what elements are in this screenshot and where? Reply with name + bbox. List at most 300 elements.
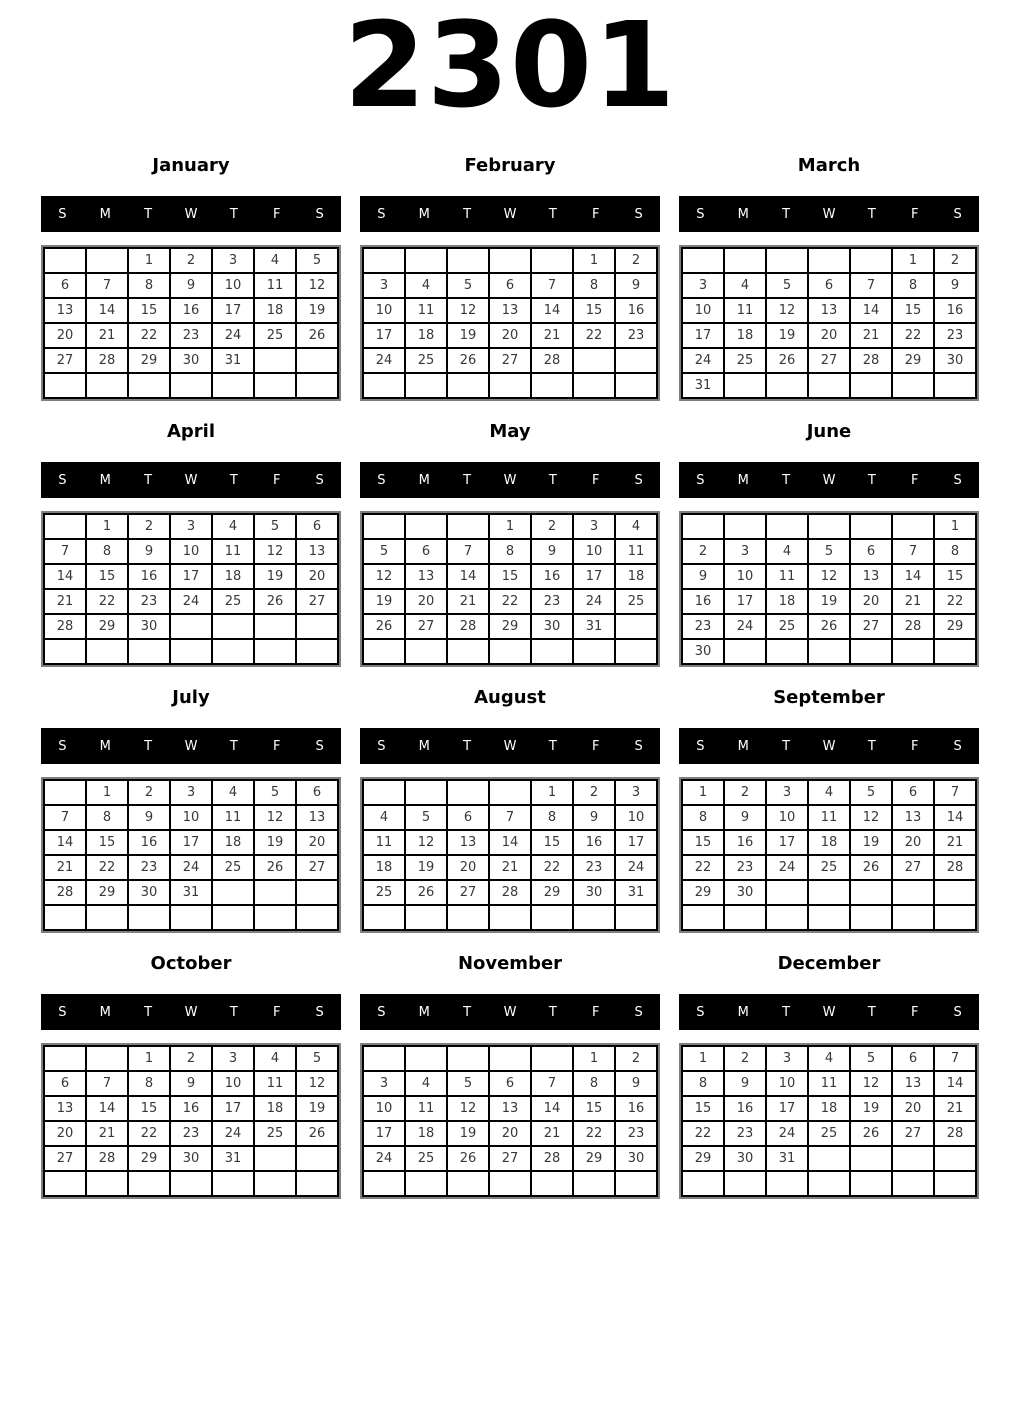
date-cell: 14 [86,298,128,323]
date-cell [934,1171,976,1196]
date-cell: 17 [170,564,212,589]
date-cell: 26 [808,614,850,639]
date-cell: 19 [296,298,338,323]
week-row [682,1046,976,1071]
year-title: 2301 [343,0,677,134]
date-cell [170,639,212,664]
date-cell: 24 [766,855,808,880]
date-cell: 17 [363,323,405,348]
date-cell: 14 [531,298,573,323]
weekday-label: M [99,1004,111,1020]
date-cell [615,639,657,664]
date-cell: 23 [170,323,212,348]
date-cell: 5 [254,780,296,805]
date-cell: 6 [892,1046,934,1071]
date-cell: 11 [615,539,657,564]
date-cell [254,905,296,930]
date-cell: 4 [724,273,766,298]
weekday-label: F [910,738,919,754]
date-cell: 26 [254,855,296,880]
date-cell: 4 [405,273,447,298]
weekday-label: S [696,472,705,488]
weekday-label: F [272,1004,281,1020]
date-cell [363,780,405,805]
date-cell: 13 [296,805,338,830]
week-row [44,780,338,805]
date-cell: 9 [128,539,170,564]
date-cell: 27 [296,855,338,880]
date-cell: 29 [892,348,934,373]
date-cell: 24 [766,1121,808,1146]
date-cell: 28 [44,614,86,639]
date-cell: 26 [296,323,338,348]
date-cell: 21 [531,1121,573,1146]
date-cell: 16 [170,1096,212,1121]
date-cell: 20 [489,323,531,348]
date-cell: 2 [615,248,657,273]
date-cell [573,905,615,930]
weekday-label: M [737,472,749,488]
date-cell [254,880,296,905]
date-cell [86,1171,128,1196]
date-cell: 5 [850,780,892,805]
weekday-header-row [679,462,979,498]
date-cell: 19 [850,830,892,855]
date-cell: 6 [44,1071,86,1096]
date-cell: 19 [405,855,447,880]
weekday-label: F [591,206,600,222]
date-cell: 23 [128,589,170,614]
date-cell: 4 [212,514,254,539]
date-cell: 11 [808,805,850,830]
date-cell: 16 [724,1096,766,1121]
month-block [679,953,979,1199]
week-row [44,614,338,639]
weekday-label: F [910,206,919,222]
date-cell [850,905,892,930]
week-row [44,514,338,539]
weekday-label: W [503,1004,517,1020]
date-cell: 18 [212,830,254,855]
date-cell: 29 [934,614,976,639]
date-cell [128,905,170,930]
date-cell: 28 [531,348,573,373]
date-cell: 8 [531,805,573,830]
date-cell: 2 [615,1046,657,1071]
date-cell: 3 [766,1046,808,1071]
date-cell: 17 [573,564,615,589]
week-row [363,1071,657,1096]
date-cell [363,639,405,664]
date-cell [128,639,170,664]
date-cell: 27 [850,614,892,639]
date-cell: 8 [934,539,976,564]
week-row [363,373,657,398]
date-cell: 30 [724,880,766,905]
date-cell: 28 [934,855,976,880]
weekday-label: T [229,1004,238,1020]
date-cell: 21 [489,855,531,880]
date-cell [296,1146,338,1171]
date-cell: 3 [170,780,212,805]
date-cell: 22 [86,855,128,880]
date-cell: 11 [254,273,296,298]
date-cell: 30 [170,1146,212,1171]
date-cell: 23 [934,323,976,348]
date-cell: 18 [615,564,657,589]
weekday-label: W [822,738,836,754]
date-cell [531,1171,573,1196]
date-cell [254,639,296,664]
weekday-label: F [591,1004,600,1020]
date-cell: 15 [86,830,128,855]
date-cell: 19 [808,589,850,614]
date-cell: 20 [296,564,338,589]
week-row [44,855,338,880]
date-cell: 29 [489,614,531,639]
week-row [44,539,338,564]
week-row [44,639,338,664]
date-cell [44,1171,86,1196]
weekday-label: T [782,1004,791,1020]
date-cell: 8 [128,273,170,298]
date-cell: 22 [573,1121,615,1146]
date-cell: 26 [363,614,405,639]
date-cell: 2 [531,514,573,539]
date-cell: 11 [766,564,808,589]
week-row [44,905,338,930]
week-row [44,1071,338,1096]
date-cell [405,1171,447,1196]
weekday-label: T [867,1004,876,1020]
weekday-label: T [144,1004,153,1020]
date-cell: 28 [892,614,934,639]
weekday-label: T [463,472,472,488]
date-cell [296,348,338,373]
month-block [679,155,979,401]
date-cell [44,905,86,930]
date-cell: 22 [934,589,976,614]
date-cell: 10 [724,564,766,589]
date-cell: 16 [682,589,724,614]
date-cell: 31 [766,1146,808,1171]
date-cell: 9 [615,1071,657,1096]
date-cell: 10 [766,805,808,830]
date-cell: 24 [212,1121,254,1146]
date-cell: 22 [892,323,934,348]
weekday-header-row [679,994,979,1030]
date-cell: 12 [405,830,447,855]
date-cell: 31 [615,880,657,905]
date-cell [86,639,128,664]
week-row [363,539,657,564]
date-cell: 7 [86,273,128,298]
date-cell: 28 [86,1146,128,1171]
date-table [681,1045,977,1197]
date-cell: 22 [489,589,531,614]
date-cell: 21 [44,855,86,880]
week-row [682,373,976,398]
week-row [363,1046,657,1071]
date-cell [724,905,766,930]
weekday-label: S [953,472,962,488]
date-cell: 23 [724,1121,766,1146]
week-row [44,373,338,398]
date-cell [447,780,489,805]
date-cell: 30 [724,1146,766,1171]
month-title: June [806,421,852,443]
date-cell: 26 [254,589,296,614]
month-block [41,953,341,1199]
date-cell [892,514,934,539]
weekday-label: S [58,738,67,754]
date-cell [682,905,724,930]
date-cell: 2 [724,1046,766,1071]
date-cell: 15 [892,298,934,323]
date-cell: 9 [934,273,976,298]
date-cell: 3 [170,514,212,539]
date-cell [44,639,86,664]
date-cell: 31 [573,614,615,639]
date-cell [892,905,934,930]
date-cell: 10 [615,805,657,830]
date-cell: 7 [44,539,86,564]
month-block [41,155,341,401]
week-row [44,323,338,348]
date-cell: 29 [682,1146,724,1171]
week-row [682,880,976,905]
weekday-label: M [418,472,430,488]
date-cell: 17 [212,1096,254,1121]
date-cell [447,373,489,398]
date-cell: 28 [44,880,86,905]
weekday-label: M [99,738,111,754]
date-cell [170,614,212,639]
date-cell: 18 [212,564,254,589]
date-cell [405,905,447,930]
date-cell: 10 [363,298,405,323]
date-cell: 15 [86,564,128,589]
weekday-header-row [41,462,341,498]
date-cell: 29 [531,880,573,905]
weekday-label: T [548,472,557,488]
date-cell: 7 [447,539,489,564]
date-cell: 12 [808,564,850,589]
date-cell [766,514,808,539]
calendar-grid [41,1043,341,1199]
date-cell [44,1046,86,1071]
date-cell: 25 [808,855,850,880]
weekday-label: M [99,206,111,222]
date-cell: 25 [405,348,447,373]
week-row [682,589,976,614]
date-cell [405,514,447,539]
date-cell: 15 [489,564,531,589]
date-cell: 16 [573,830,615,855]
weekday-header-row [41,196,341,232]
date-cell [489,639,531,664]
date-cell: 19 [447,323,489,348]
date-cell [489,1046,531,1071]
weekday-label: T [782,738,791,754]
calendar-grid [679,777,979,933]
date-cell: 28 [86,348,128,373]
date-cell: 14 [934,805,976,830]
date-cell [808,639,850,664]
date-cell: 25 [212,855,254,880]
date-cell: 31 [682,373,724,398]
date-cell [296,880,338,905]
date-cell [892,880,934,905]
date-cell: 7 [934,780,976,805]
months-grid [0,155,1020,1199]
date-cell [296,639,338,664]
date-cell: 1 [934,514,976,539]
date-cell: 1 [531,780,573,805]
date-cell [363,373,405,398]
weekday-label: W [503,738,517,754]
date-cell [405,1046,447,1071]
month-block [360,155,660,401]
week-row [363,780,657,805]
date-cell: 27 [44,1146,86,1171]
date-cell: 23 [682,614,724,639]
date-cell: 5 [254,514,296,539]
date-cell: 14 [531,1096,573,1121]
date-cell: 14 [850,298,892,323]
weekday-label: F [591,472,600,488]
week-row [682,830,976,855]
date-cell [86,373,128,398]
date-cell [850,373,892,398]
week-row [363,805,657,830]
week-row [363,1146,657,1171]
date-cell [86,1046,128,1071]
weekday-header-row [41,994,341,1030]
date-cell: 6 [296,514,338,539]
date-cell: 8 [573,273,615,298]
date-cell: 2 [128,780,170,805]
date-cell: 23 [724,855,766,880]
date-cell: 30 [170,348,212,373]
week-row [682,855,976,880]
date-cell [447,248,489,273]
month-block [360,687,660,933]
week-row [44,805,338,830]
week-row [682,1071,976,1096]
weekday-label: M [418,738,430,754]
date-cell: 4 [405,1071,447,1096]
date-cell: 12 [850,1071,892,1096]
date-cell: 12 [447,298,489,323]
date-table [362,513,658,665]
date-cell: 15 [934,564,976,589]
calendar-grid [679,245,979,401]
date-cell: 11 [724,298,766,323]
month-block [41,421,341,667]
weekday-label: F [910,472,919,488]
date-cell: 4 [615,514,657,539]
date-cell: 3 [212,1046,254,1071]
month-title: March [797,155,861,177]
date-cell: 17 [682,323,724,348]
date-cell: 1 [128,248,170,273]
calendar-grid [41,511,341,667]
date-cell: 19 [766,323,808,348]
date-cell: 16 [531,564,573,589]
date-cell: 6 [850,539,892,564]
week-row [682,1121,976,1146]
date-cell: 26 [447,1146,489,1171]
calendar-page [0,2,1020,1414]
weekday-label: F [591,738,600,754]
date-cell [808,1171,850,1196]
date-cell: 17 [363,1121,405,1146]
calendar-grid [679,1043,979,1199]
weekday-label: T [867,206,876,222]
date-cell: 14 [86,1096,128,1121]
date-cell: 4 [212,780,254,805]
date-cell: 14 [44,830,86,855]
date-cell: 5 [405,805,447,830]
week-row [363,639,657,664]
date-cell: 10 [766,1071,808,1096]
weekday-label: S [696,206,705,222]
date-cell: 5 [447,273,489,298]
date-cell: 11 [254,1071,296,1096]
date-cell: 30 [682,639,724,664]
date-cell: 4 [808,780,850,805]
date-cell [808,880,850,905]
week-row [682,614,976,639]
date-cell: 12 [296,273,338,298]
weekday-label: T [548,738,557,754]
date-cell: 18 [808,1096,850,1121]
week-row [363,880,657,905]
date-cell: 22 [682,855,724,880]
date-cell: 1 [86,780,128,805]
date-cell: 24 [170,855,212,880]
date-cell [892,1171,934,1196]
date-cell: 9 [170,273,212,298]
date-cell: 23 [128,855,170,880]
date-cell: 21 [531,323,573,348]
date-cell: 17 [170,830,212,855]
week-row [682,323,976,348]
weekday-label: S [634,1004,643,1020]
date-cell: 1 [892,248,934,273]
date-cell: 19 [850,1096,892,1121]
date-cell [212,1171,254,1196]
weekday-label: M [99,472,111,488]
date-cell: 10 [170,805,212,830]
date-cell: 4 [808,1046,850,1071]
date-cell: 25 [254,1121,296,1146]
date-cell: 10 [682,298,724,323]
month-title: January [152,155,230,177]
week-row [44,1171,338,1196]
date-cell: 7 [934,1046,976,1071]
date-cell: 20 [296,830,338,855]
week-row [44,880,338,905]
date-cell [170,905,212,930]
date-cell: 25 [808,1121,850,1146]
date-cell: 3 [363,273,405,298]
date-cell: 30 [934,348,976,373]
date-cell: 22 [531,855,573,880]
date-cell: 2 [724,780,766,805]
week-row [363,323,657,348]
